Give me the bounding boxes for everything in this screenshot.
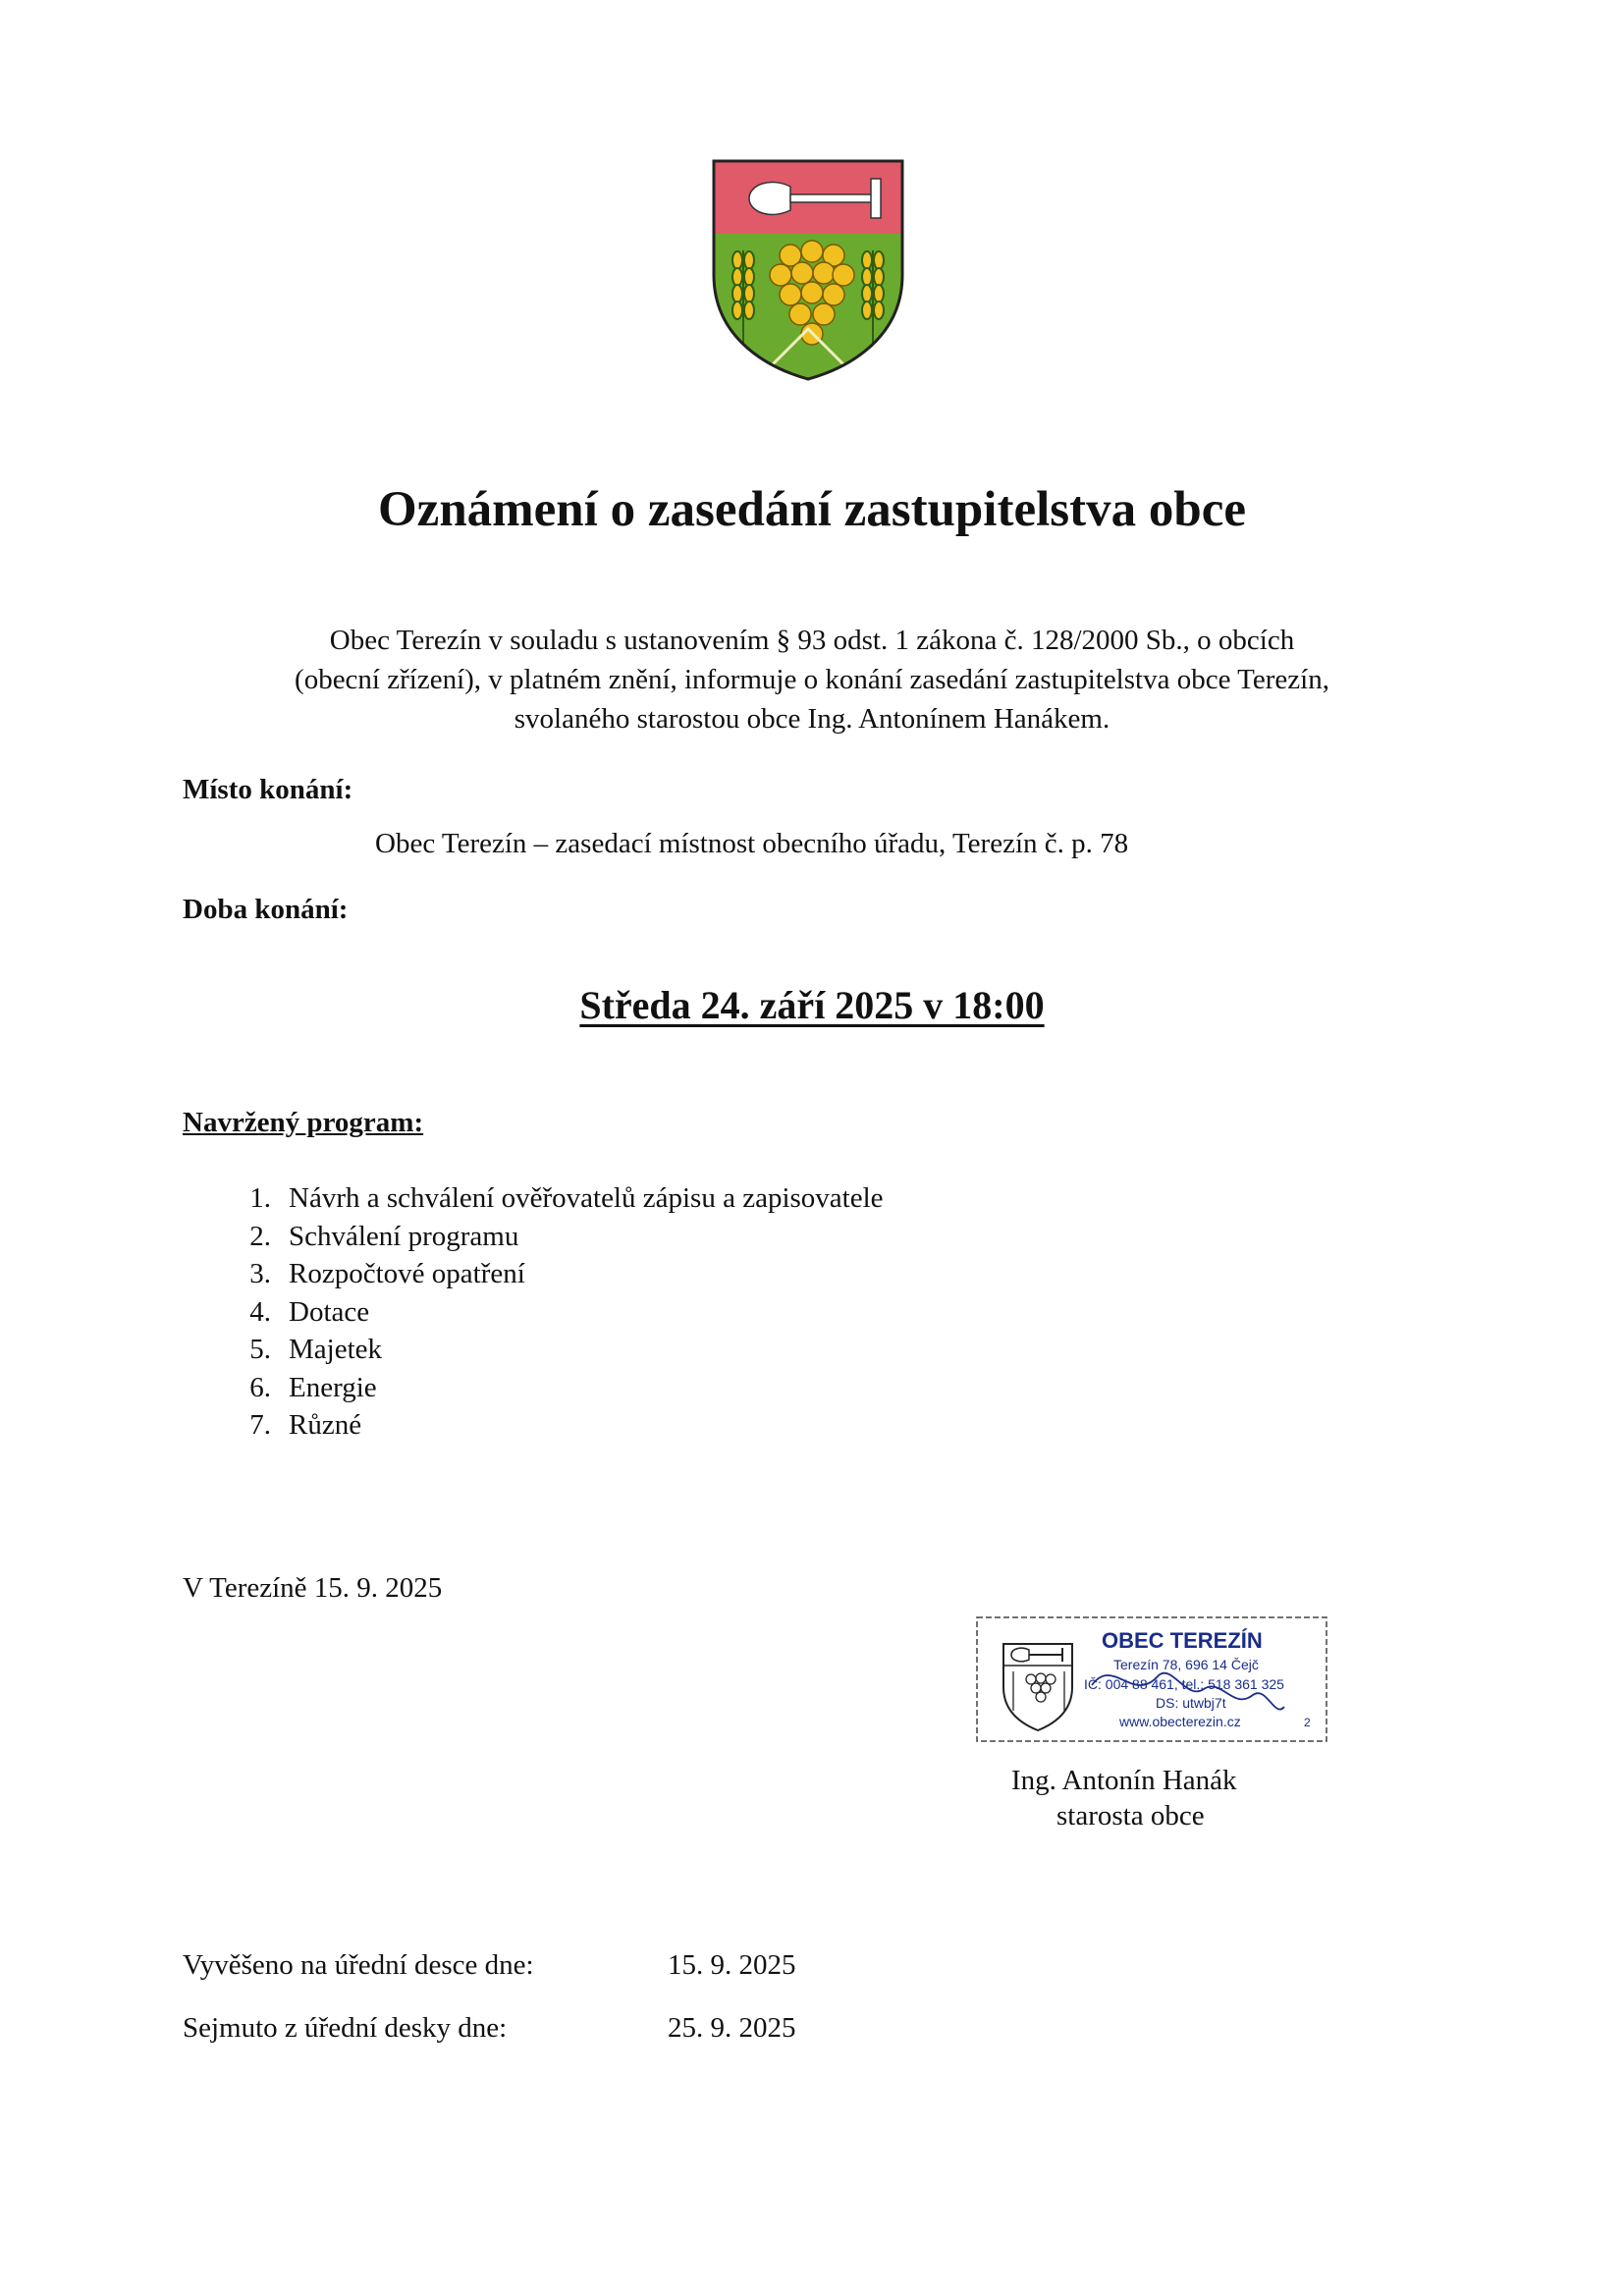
agenda-item-number: 4. (249, 1295, 271, 1328)
agenda-item-number: 2. (249, 1220, 271, 1252)
page-title: Oznámení o zasedání zastupitelstva obce (378, 482, 1246, 537)
place-and-date: V Terezíně 15. 9. 2025 (183, 1572, 443, 1604)
stamp-ids: IČ: 004 88 461, tel.: 518 361 325 (1084, 1676, 1284, 1692)
removed-date: 25. 9. 2025 (668, 2012, 796, 2044)
meeting-datetime-text: Středa 24. září 2025 v 18:00 (579, 983, 1045, 1027)
agenda-item-text: Dotace (289, 1295, 370, 1328)
agenda-item (216, 1218, 884, 1256)
meeting-datetime (0, 982, 1624, 1028)
agenda-item-text: Energie (289, 1371, 377, 1403)
agenda-item (216, 1255, 884, 1293)
coat-of-arms-icon (710, 157, 906, 383)
agenda-item-number: 1. (249, 1182, 271, 1214)
place-label: Místo konání: (183, 774, 353, 805)
signatory-role: starosta obce (1056, 1800, 1205, 1831)
agenda-item (216, 1293, 884, 1332)
agenda-item (216, 1179, 884, 1218)
agenda-item-number: 6. (249, 1371, 271, 1403)
stamp-coat-icon (1003, 1644, 1072, 1730)
program-heading: Navržený program: (183, 1107, 424, 1138)
official-stamp (976, 1616, 1327, 1742)
stamp-address: Terezín 78, 696 14 Čejč (1113, 1657, 1259, 1672)
intro-line: svolaného starostou obce Ing. Antonínem Hanákem. (514, 703, 1110, 735)
posted-label: Vyvěšeno na úřední desce dne: (183, 1949, 534, 1981)
intro-paragraph (147, 621, 1477, 738)
agenda-item-text: Majetek (289, 1334, 383, 1365)
agenda-item-number: 5. (249, 1334, 271, 1365)
intro-line: Obec Terezín v souladu s ustanovením § 93 odst. 1 zákona č. 128/2000 Sb., o obcích (329, 625, 1295, 656)
stamp-number: 2 (1304, 1716, 1311, 1729)
agenda-list (216, 1179, 884, 1445)
agenda-item (216, 1331, 884, 1369)
agenda-item-text: Rozpočtové opatření (289, 1258, 525, 1289)
agenda-item-text: Návrh a schválení ověřovatelů zápisu a zapisovatele (289, 1182, 884, 1214)
stamp-web: www.obecterezin.cz (1119, 1714, 1241, 1729)
stamp-name: OBEC TEREZÍN (1102, 1628, 1263, 1653)
agenda-item-number: 3. (249, 1258, 271, 1289)
agenda-item-text: Různé (289, 1409, 362, 1441)
agenda-item-number: 7. (249, 1409, 271, 1441)
place-value: Obec Terezín – zasedací místnost obecního úřadu, Terezín č. p. 78 (375, 828, 1129, 859)
agenda-item (216, 1406, 884, 1445)
posted-date: 15. 9. 2025 (668, 1949, 796, 1981)
signatory-name: Ing. Antonín Hanák (1011, 1765, 1237, 1796)
agenda-item (216, 1369, 884, 1407)
time-label: Doba konání: (183, 894, 349, 925)
removed-label: Sejmuto z úřední desky dne: (183, 2012, 508, 2044)
stamp-ds: DS: utwbj7t (1156, 1695, 1226, 1711)
agenda-item-text: Schválení programu (289, 1220, 519, 1252)
intro-line: (obecní zřízení), v platném znění, informuje o konání zasedání zastupitelstva obce Terezín, (295, 664, 1329, 695)
